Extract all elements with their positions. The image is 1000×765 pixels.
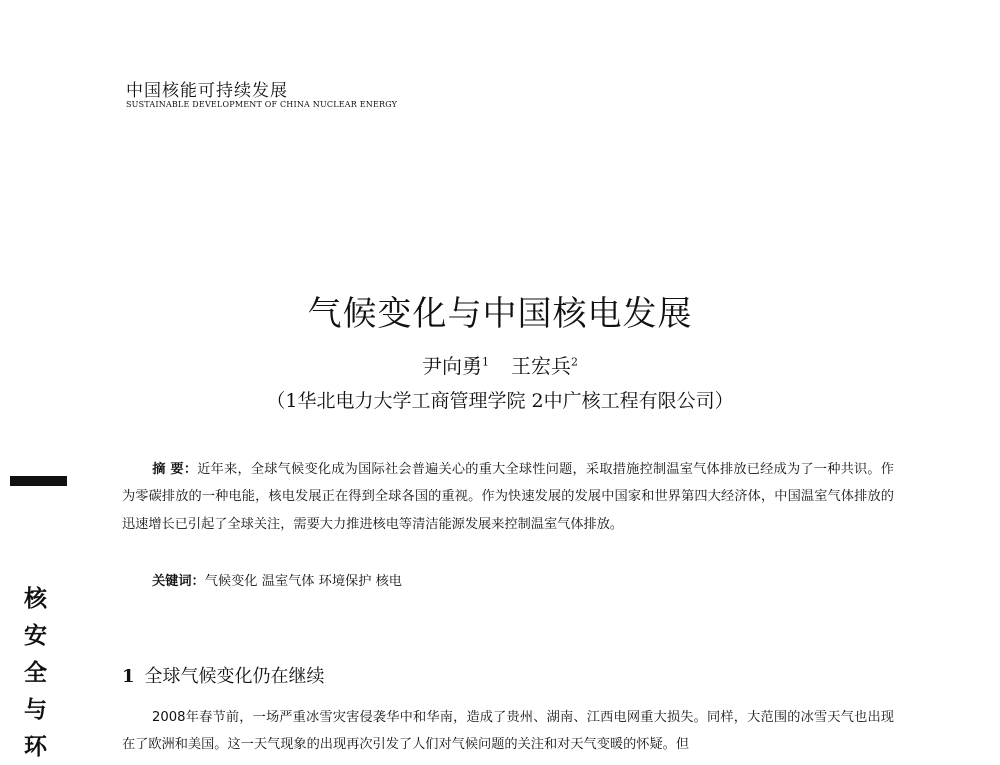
keywords-text: 气候变化 温室气体 环境保护 核电 xyxy=(204,574,402,589)
side-title-char: 与 xyxy=(24,696,47,723)
author-line xyxy=(0,350,1000,379)
paragraph-text: 2008年春节前，一场严重冰雪灾害侵袭华中和华南，造成了贵州、湖南、江西电网重大损失。同样，大范围的冰雪天气也出现在了欧洲和美国。这一天气现象的出现再次引发了人们对气候问题的关注和对天气变暖的怀疑。但 xyxy=(122,710,894,753)
keywords xyxy=(152,570,402,589)
side-title-char: 核 xyxy=(24,585,47,612)
keywords-label: 关键词： xyxy=(152,574,205,589)
abstract xyxy=(122,456,894,538)
paper-title: 气候变化与中国核电发展 xyxy=(307,294,693,334)
journal-header-cn: 中国核能可持续发展 xyxy=(126,81,288,101)
author-name: 尹向勇 xyxy=(422,354,482,378)
author-affiliation-mark: 2 xyxy=(571,355,578,369)
author-name: 王宏兵 xyxy=(511,354,571,378)
section-heading xyxy=(122,662,325,688)
author-affiliation-mark: 1 xyxy=(482,355,489,369)
side-section-title xyxy=(24,580,54,765)
affiliation-line: （1华北电力大学工商管理学院 2中广核工程有限公司） xyxy=(266,390,734,412)
side-title-char: 全 xyxy=(24,659,47,686)
abstract-label: 摘 要： xyxy=(152,462,198,477)
side-title-char: 环 xyxy=(24,733,47,760)
journal-header-en: SUSTAINABLE DEVELOPMENT OF CHINA NUCLEAR ENERGY xyxy=(126,100,398,109)
margin-bar xyxy=(10,476,67,486)
section-title: 全球气候变化仍在继续 xyxy=(144,666,325,687)
side-title-char: 安 xyxy=(24,622,47,649)
section-number: 1 xyxy=(122,666,135,687)
body-paragraph xyxy=(122,704,894,759)
abstract-text: 近年来，全球气候变化成为国际社会普遍关心的重大全球性问题，采取措施控制温室气体排放已经成为了一种共识。作为零碳排放的一种电能，核电发展正在得到全球各国的重视。作为快速发展的发展中国家和世界第四大经济体，中国温室气体排放的迅速增长已引起了全球关注，需要大力推进核电等清洁能源发展来控制温室气体排放。 xyxy=(122,462,894,532)
